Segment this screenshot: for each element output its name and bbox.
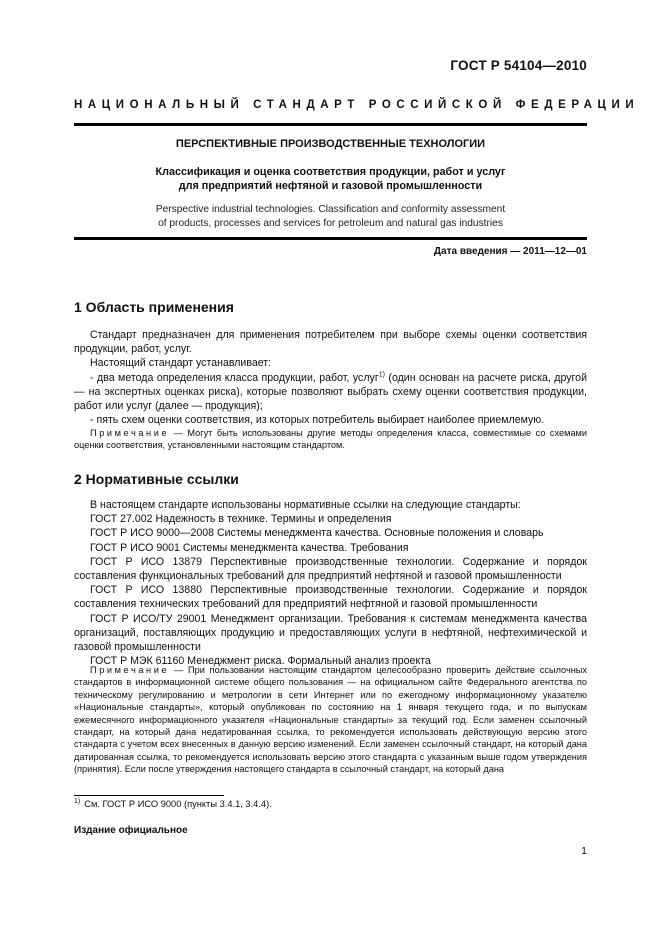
document-code: ГОСТ Р 54104—2010 <box>450 58 587 73</box>
section-2-paragraph-1: В настоящем стандарте использованы нормативные ссылки на следующие стандарты: <box>90 499 521 511</box>
english-title <box>74 203 587 230</box>
footnote-mark: 1) <box>74 797 81 805</box>
english-title-line-2: of products, processes and services for petroleum and natural gas industries <box>158 217 503 229</box>
note-text: — Могут быть использованы другие методы определения класса, совместимые со схемами оценки соответствия, установленными настоящим стандартом. <box>74 428 587 451</box>
bottom-rule <box>74 237 587 240</box>
section-1-paragraph-1: Стандарт предназначен для применения потребителем при выборе схемы оценки соответствия продукции, работ, услуг. <box>74 329 587 356</box>
subtitle-line-1: Классификация и оценка соответствия продукции, работ и услуг <box>155 166 506 178</box>
reference-item: ГОСТ Р ИСО 13879 Перспективные производственные технологии. Содержание и порядок составления функциональных требований для предприятий нефтяной и газовой промышленности <box>74 555 587 583</box>
note-label: Примечание <box>90 428 170 438</box>
section-1-body <box>74 328 587 427</box>
section-2-body <box>74 498 587 668</box>
footnote-ref: 1) <box>378 371 385 379</box>
official-edition-label: Издание официальное <box>74 825 188 836</box>
section-1-paragraph-3 <box>74 371 587 414</box>
reference-item: ГОСТ Р ИСО 9000—2008 Системы менеджмента качества. Основные положения и словарь <box>90 527 544 540</box>
document-subtitle <box>74 165 587 193</box>
section-2-note <box>74 664 587 776</box>
top-rule <box>74 123 587 126</box>
subtitle-line-2: для предприятий нефтяной и газовой промышленности <box>178 180 483 192</box>
reference-item: ГОСТ Р ИСО 9001 Системы менеджмента качества. Требования <box>90 541 409 554</box>
section-1-title: 1 Область применения <box>74 299 234 315</box>
national-standard-heading: НАЦИОНАЛЬНЫЙ СТАНДАРТ РОССИЙСКОЙ ФЕДЕРАЦИИ <box>74 99 640 111</box>
section-2-title: 2 Нормативные ссылки <box>74 471 239 487</box>
document-title: ПЕРСПЕКТИВНЫЕ ПРОИЗВОДСТВЕННЫЕ ТЕХНОЛОГИИ <box>175 138 486 150</box>
paragraph-3-end: (один основан на расчете риска, другой — на экспертных оценках риска), которые позволяют выбрать схему оценки соответствия продукции, работ или услуг (далее — продукция); <box>74 371 587 413</box>
footnote <box>74 799 272 809</box>
section-1-note <box>74 427 587 452</box>
reference-item: ГОСТ Р МЭК 61160 Менеджмент риска. Формальный анализ проекта <box>90 655 431 668</box>
section-1-paragraph-4: - пять схем оценки соответствия, из которых потребитель выбирает наиболее приемлемую. <box>90 414 545 427</box>
reference-item: ГОСТ 27.002 Надежность в технике. Термины и определения <box>90 513 392 526</box>
paragraph-3-start: - два метода определения класса продукции, работ, услуг <box>90 371 379 384</box>
note-text: — При пользовании настоящим стандартом целесообразно проверить действие ссылочных стандартов в информационной системе общего пользования — на официальном сайте Федерального агентства по техническому регулированию и метрологии в сети Интернет или по ежегодному информационному указателю «Национальные стандарты», который опубликован по состоянию на 1 января текущего года, и по выпускам ежемесячного информационного указателя «Национальные стандарты» за текущий год. Если заменен ссылочный стандарт, на который дана недатированная ссылка, то рекомендуется использовать действующую версию этого стандарта с учетом всех внесенных в данную версию изменений. Если заменен ссылочный стандарт, на который дана датированная ссылка, то рекомендуется использовать версию этого стандарта с указанным выше годом утверждения (принятия). Если после утверждения настоящего стандарта в ссылочный стандарт, на который дана <box>74 665 587 775</box>
footnote-rule <box>74 795 224 796</box>
note-label: Примечание <box>90 665 170 675</box>
reference-item: ГОСТ Р ИСО 13880 Перспективные производственные технологии. Содержание и порядок составления технических требований для предприятий нефтяной и газовой промышленности <box>74 584 587 611</box>
footnote-text: См. ГОСТ Р ИСО 9000 (пункты 3.4.1, 3.4.4). <box>84 799 272 809</box>
reference-item: ГОСТ Р ИСО/ТУ 29001 Менеджмент организации. Требования к системам менеджмента качества организаций, поставляющих продукцию и предоставляющих услуги в нефтяной, нефтехимической и газовой промышленности <box>74 612 587 654</box>
english-title-line-1: Perspective industrial technologies. Classification and conformity assessment <box>155 204 506 215</box>
section-1-paragraph-2: Настоящий стандарт устанавливает: <box>90 357 272 370</box>
introduction-date: Дата введения — 2011—12—01 <box>433 246 587 257</box>
page-number: 1 <box>581 845 587 857</box>
